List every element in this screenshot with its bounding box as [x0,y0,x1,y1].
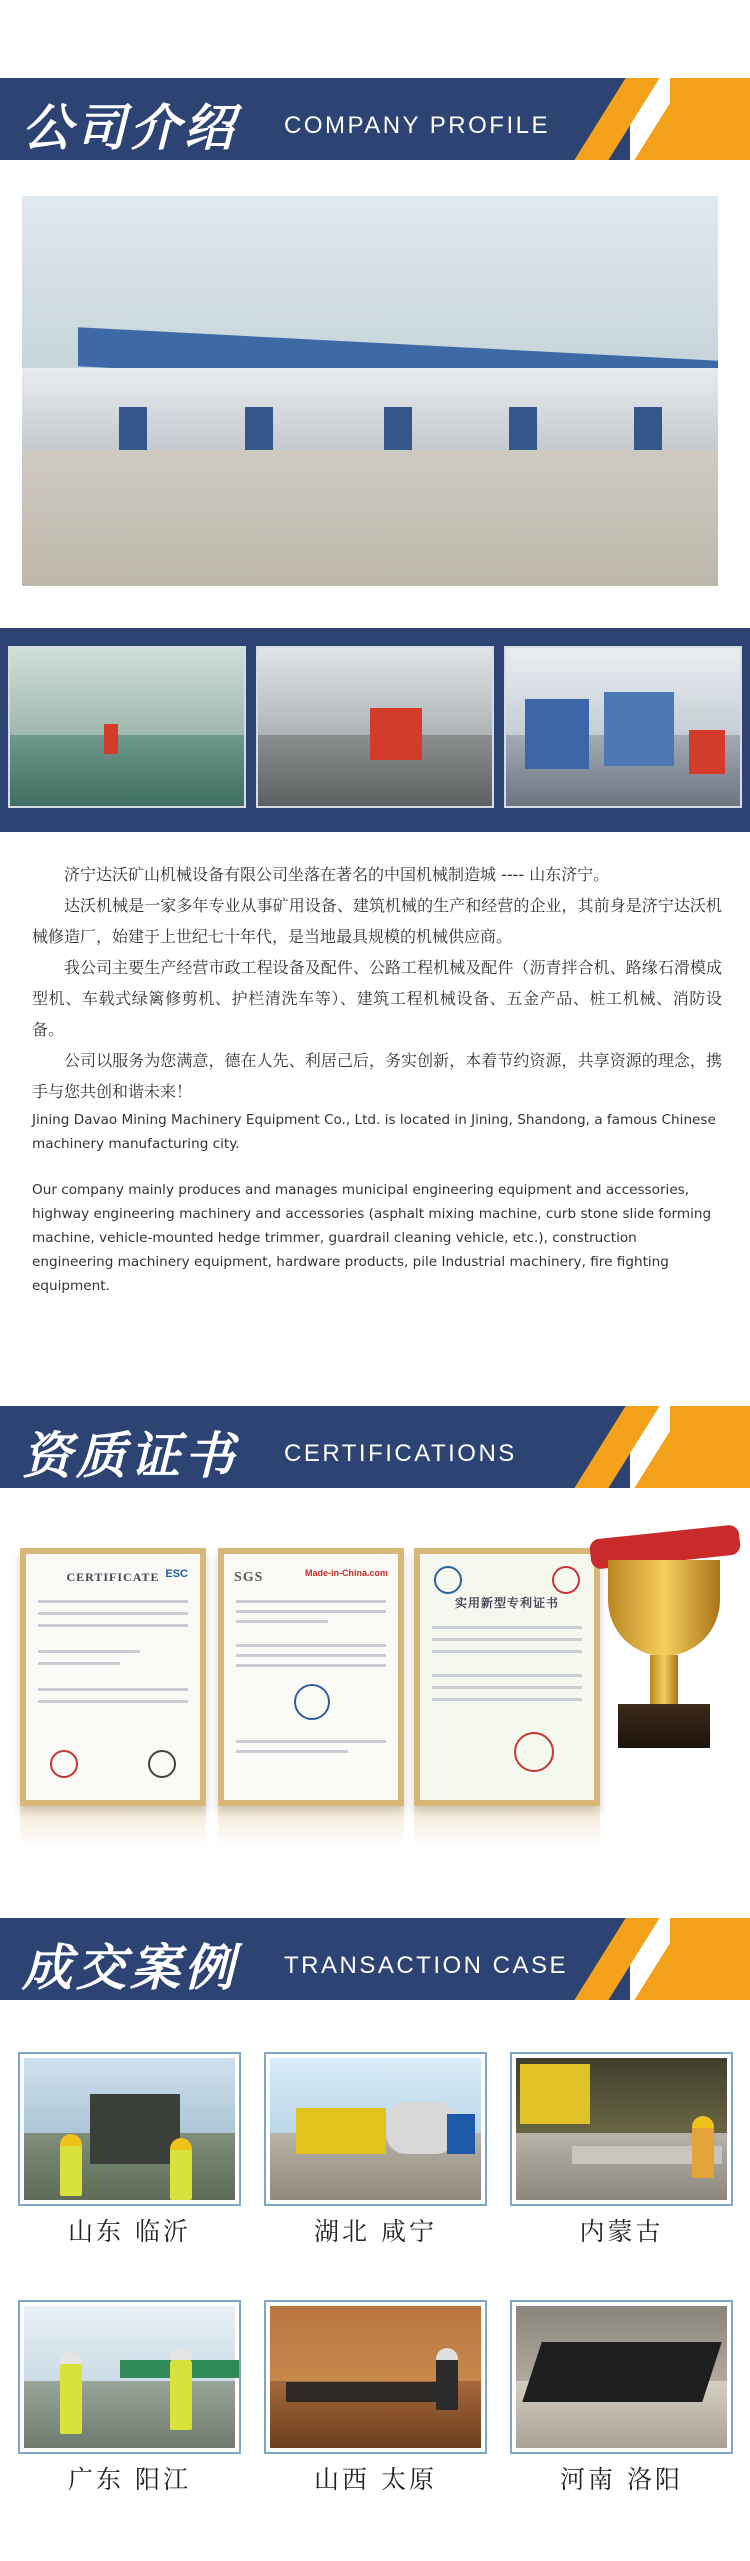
case-photo [264,2300,487,2454]
case-photo [18,2052,241,2206]
trophy-icon [608,1560,720,1656]
case-photo [264,2052,487,2206]
certificate-heading: SGS [234,1570,264,1585]
section-banner-cases [0,1918,750,2000]
certificate-mark: Made-in-China.com [304,1568,388,1578]
factory-photo [22,196,718,586]
profile-paragraph: 济宁达沃矿山机械设备有限公司坐落在著名的中国机械制造城 ---- 山东济宁。 [64,865,610,884]
case-label: 内蒙古 [579,2217,664,2246]
case-label: 广东 阳江 [68,2465,191,2494]
workshop-photo [504,646,742,808]
certificate [218,1548,404,1806]
case-photo [510,2300,733,2454]
certificate-mark: ESC [165,1568,188,1580]
certificate-heading: CERTIFICATE [66,1570,160,1584]
case-label: 湖北 咸宁 [314,2217,437,2246]
case-photo [510,2052,733,2206]
certificate [414,1548,600,1806]
profile-paragraph: 我公司主要生产经营市政工程设备及配件、公路工程机械及配件（沥青拌合机、路缘石滑模成型机、车载式绿篱修剪机、护栏清洗车等）、建筑工程机械设备、五金产品、桩工机械、消防设备。 [32,958,722,1039]
certificate-heading: 实用新型专利证书 [454,1596,559,1610]
profile-text-en [32,1108,722,1298]
workshop-photo-strip [0,628,750,832]
profile-paragraph: 达沃机械是一家多年专业从事矿用设备、建筑机械的生产和经营的企业，其前身是济宁达沃机械修造厂，始建于上世纪七十年代，是当地最具规模的机械供应商。 [32,896,722,946]
section-banner-certs [0,1406,750,1488]
workshop-photo [256,646,494,808]
case-label: 山西 太原 [314,2465,437,2494]
section-banner-profile [0,78,750,160]
section-title-en: TRANSACTION CASE [284,1952,569,1979]
profile-text-cn [32,859,722,1107]
workshop-photo [8,646,246,808]
case-photo [18,2300,241,2454]
section-title-en: CERTIFICATIONS [284,1440,517,1467]
section-title-en: COMPANY PROFILE [284,112,550,139]
certificate [20,1548,206,1806]
section-title-cn: 资质证书 [22,1427,238,1485]
profile-paragraph-en: Jining Davao Mining Machinery Equipment Co., Ltd. is located in Jining, Shandong, a famous Chinese machinery manufacturing city. [32,1112,716,1152]
case-label: 河南 洛阳 [560,2465,683,2494]
profile-paragraph: 公司以服务为您满意，德在人先、利居己后，务实创新，本着节约资源，共享资源的理念，携手与您共创和谐未来！ [32,1051,722,1101]
profile-paragraph-en: Our company mainly produces and manages municipal engineering equipment and accessories, highway engineering machinery and accessories (asphalt mixing machine, curb stone slide forming machine, vehicle-mounted hedge trimmer, guardrail cleaning vehicle, etc.), construction engineering machinery equipment, hardware products, pile Industrial machinery, fire fighting equipment. [32,1182,712,1294]
section-title-cn: 公司介绍 [22,99,238,157]
section-title-cn: 成交案例 [22,1939,238,1997]
case-label: 山东 临沂 [68,2217,191,2246]
